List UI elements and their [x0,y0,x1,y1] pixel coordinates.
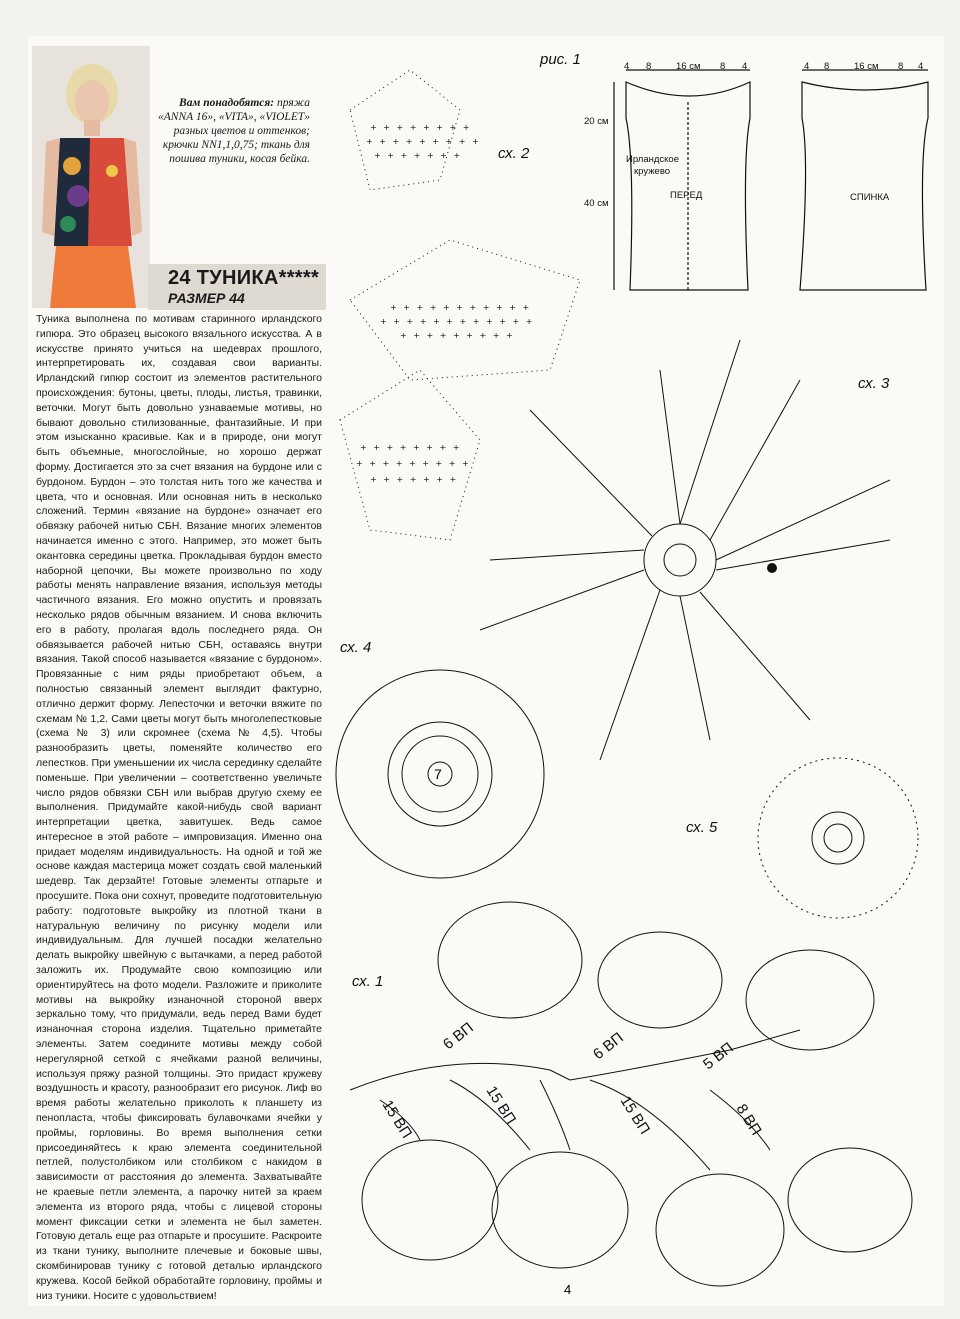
back-label: СПИНКА [850,192,890,203]
chain-label-7: 8 ВП [732,1101,765,1139]
dim-40: 40 см [584,198,609,209]
front-label-2: кружево [634,166,671,177]
dim-top-5: 4 [742,61,748,72]
dim-20: 20 см [584,116,609,127]
crochet-diagrams [330,40,940,1310]
svg-text:+ + + + + + + +: + + + + + + + + [370,123,472,132]
dim-top-3: 16 см [676,61,701,72]
dim-top-1: 4 [624,61,630,72]
svg-text:+ + + + + + + + + + +: + + + + + + + + + + + [390,303,532,312]
materials-block [150,96,310,166]
scheme4-center-number: 7 [434,766,442,782]
front-label: ПЕРЕД [670,190,703,201]
svg-text:+ + + + + + + + +: + + + + + + + + + [356,459,471,468]
back-dim-top-2: 8 [824,61,830,72]
back-dim-top-3: 16 см [854,61,879,72]
materials-text: пряжа «ANNA 16», «VITA», «VIOLET» разных цветов и оттенков; крючки NN1,1,0,75; ткань для пошива туники, косая бейка. [158,97,310,165]
front-label-1: Ирландское [626,154,679,165]
size-label: РАЗМЕР 44 [168,290,245,306]
dim-top-4: 8 [720,61,726,72]
dim-top-2: 8 [646,61,652,72]
materials-heading: Вам понадобятся: [179,97,275,109]
svg-text:+ + + + + + +: + + + + + + + [370,475,459,484]
chain-label-1: 6 ВП [439,1019,477,1054]
chain-label-4: 15 ВП [378,1097,416,1142]
scheme1-end-number: 4 [564,1282,572,1297]
scheme5-label: сх. 5 [686,819,718,836]
back-dim-top-5: 4 [918,61,924,72]
scheme1-label: сх. 1 [352,973,384,990]
instructions-text: Туника выполнена по мотивам старинного ирландского гипюра. Это образец высокого вязального искусства. А в искусстве принято учиться на шедеврах прошлого, интерпретировать их, создавая свои варианты. Ирландский гипюр состоит из элементов растительного происхождения: бутоны, цветы, плоды, листья, травинки, веточки. Могут быть довольно узнаваемые мотивы, но бывают довольно стилизованные, фантазийные. И при этом изысканно красивые. Как и в природе, они могут быть объемные, многослойные, но хорошо держат форму. Достигается это за счет вязания на бурдоне или с бурдоном. Бурдон – это толстая нить того же качества и цвета, что и основная. Или основная нить в несколько сложений. Термин «вязание на бурдоне» означает его обвязку рабочей нитью СБН. Вязание многих элементов начинается именно с этого. Например, это может быть окантовка середины цветка. Прокладывая бурдон вместо наборной цепочки, Вы можете произвольно по ходу работы менять направление вязания, используя методы частичного вязания. Его можно опустить и провязать несколько рядов обычным вязанием. И снова включить его в работу, пролагая вдоль последнего ряда. Он обвязывается рабочей нитью СБН, оставаясь внутри вязания. Такой способ называется «вязание с бурдоном». Провязанные с ним ряды приобретают объем, а полностью связанный элемент выглядит фактурно, отлично держит форму. Лепесточки и веточки вяжите по схемам № 1,2. Сами цветы могут быть многолепестковые (схема № 3) или скромнее (схема № 4,5). Чтобы разнообразить цветы, поменяйте количество его лепестков. При уменьшении их числа серединку сделайте поменьше. При увеличении – соответственно увеличьте число рядов обвязки СБН или выбрав другую схему ее выполнения. Придумайте какой-нибудь свой вариант интерпретации цветка, завитушек. Ведь самое интересное в этой работе – импровизация. Именно она придает моделям индивидуальность. На одной и той же основе каждая мастерица может создать свой маленький шедевр. Так дерзайте! Готовые элементы отпарьте и просушите. Пока они сохнут, проведите подготовительную работу: подготовьте выкройку из плотной ткани в натуральную величину по рисунку модели или индивидуальным. Для лучшей посадки желательно делать выкройку швейную с вытачками, а перед работой заложить их. Продумайте свою композицию или ориентируйтесь на фото модели. Разложите и приколите мотивы на выкройку изнаночной стороной вверх зеркально тому, что придумали, ведь перед Вами будет изнаночная сторона изделия. Тщательно приметайте элементы. Затем соедините мотивы между собой нерегулярной сеткой с ячейками разной величины, используя пряжу разной толщины. Это придаст кружеву воздушность и красоту, разнообразит его рисунок. Лиф во время работы желательно приколоть к планшету из пенопласта, чтобы фиксировать булавочками ячейки у проймы, горловины. Во время выполнения сетки присоединяйтесь к краю элемента соединительной петлей, полустолбиком или столбиком с накидом в зависимости от расстояния до элемента. Захватывайте не краевые петли элемента, а парочку нитей за краем элемента из второго ряда, чтобы с лицевой стороны момент фиксации сетки и элемента не был заметен. Готовую деталь еще раз отпарьте и просушите. Раскроите из ткани тунику, выполните плечевые и боковые швы, скомбинировав тунику с готовой деталью ирландского кружева. Косой бейкой обработайте горловину, проймы и низ туники. Носите с удовольствием! [36,313,322,1302]
svg-text:+ + + + + + + + + + + +: + + + + + + + + + + + + [380,317,535,326]
scheme4-label: сх. 4 [340,639,372,656]
svg-text:+ + + + + + +: + + + + + + + [374,151,463,160]
svg-text:+ + + + + + + +: + + + + + + + + [360,443,462,452]
chain-label-5: 15 ВП [482,1083,520,1128]
svg-text:+ + + + + + + + +: + + + + + + + + + [366,137,481,146]
article-title: 24 ТУНИКА***** [168,267,320,289]
back-dim-top-1: 4 [804,61,810,72]
chain-label-2: 6 ВП [589,1029,627,1064]
back-dim-top-4: 8 [898,61,904,72]
chain-label-3: 5 ВП [699,1039,737,1074]
model-photo [32,46,150,308]
chain-label-6: 15 ВП [616,1093,654,1138]
svg-text:+ + + + + + + + +: + + + + + + + + + [400,331,515,340]
scheme2-label: сх. 2 [498,145,530,162]
scheme3-label: сх. 3 [858,375,890,392]
fig1-label: рис. 1 [540,51,581,68]
